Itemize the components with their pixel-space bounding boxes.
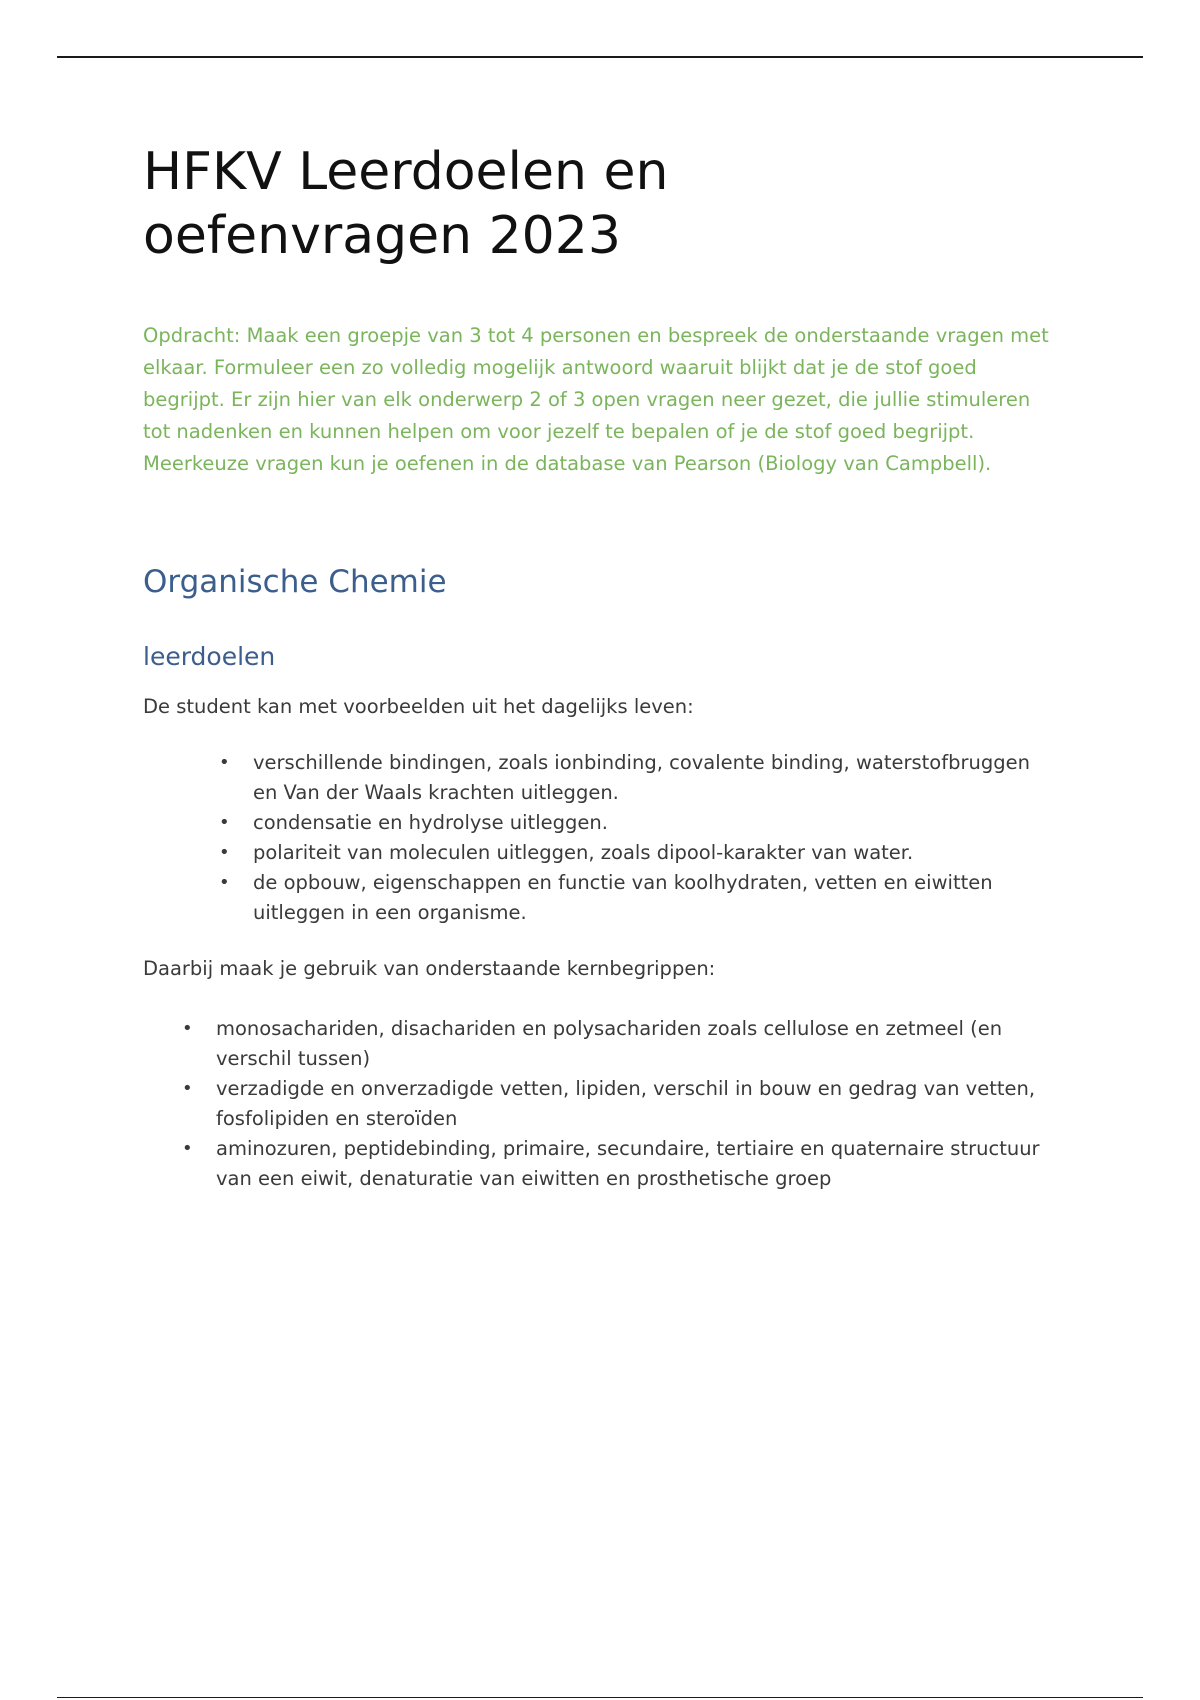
bullet-icon: • — [219, 842, 230, 863]
list-item — [219, 808, 1058, 838]
list-item — [182, 1074, 1058, 1134]
document-body — [143, 140, 1058, 1194]
key-concepts-list — [143, 1014, 1058, 1194]
goals-intro: De student kan met voorbeelden uit het dagelijks leven: — [143, 695, 694, 718]
section-heading-organische-chemie: Organische Chemie — [143, 564, 447, 600]
list-item — [182, 1134, 1058, 1194]
bullet-icon: • — [182, 1018, 193, 1039]
document-title: HFKV Leerdoelen en oefenvragen 2023 — [143, 142, 669, 266]
list-item-text: monosachariden, disachariden en polysachariden zoals cellulose en zetmeel (en verschil tussen) — [216, 1017, 1003, 1070]
subheading-leerdoelen: leerdoelen — [143, 642, 276, 671]
bullet-icon: • — [219, 752, 230, 773]
list-item-text: polariteit van moleculen uitleggen, zoals dipool-karakter van water. — [253, 841, 914, 864]
bullet-icon: • — [182, 1078, 193, 1099]
concepts-intro: Daarbij maak je gebruik van onderstaande kernbegrippen: — [143, 957, 716, 980]
assignment-instruction: Opdracht: Maak een groepje van 3 tot 4 personen en bespreek de onderstaande vragen met elkaar. Formuleer een zo volledig mogelijk antwoord waaruit blijkt dat je de stof goed begrijpt. Er zijn hier van elk onderwerp 2 of 3 open vragen neer gezet, die jullie stimuleren tot nadenken en kunnen helpen om voor jezelf te bepalen of je de stof goed begrijpt. Meerkeuze vragen kun je oefenen in de database van Pearson (Biology van Campbell). — [143, 324, 1049, 475]
list-item-text: aminozuren, peptidebinding, primaire, secundaire, tertiaire en quaternaire structuur van een eiwit, denaturatie van eiwitten en prosthetische groep — [216, 1137, 1040, 1190]
top-page-rule — [57, 56, 1143, 58]
bullet-icon: • — [219, 872, 230, 893]
bullet-icon: • — [219, 812, 230, 833]
list-item — [219, 868, 1058, 928]
list-item — [182, 1014, 1058, 1074]
list-item-text: de opbouw, eigenschappen en functie van koolhydraten, vetten en eiwitten uitleggen in een organisme. — [253, 871, 993, 924]
list-item-text: condensatie en hydrolyse uitleggen. — [253, 811, 608, 834]
list-item-text: verschillende bindingen, zoals ionbinding, covalente binding, waterstofbruggen en Van der Waals krachten uitleggen. — [253, 751, 1030, 804]
list-item — [219, 748, 1058, 808]
learning-goals-list — [143, 748, 1058, 928]
bullet-icon: • — [182, 1138, 193, 1159]
list-item — [219, 838, 1058, 868]
list-item-text: verzadigde en onverzadigde vetten, lipiden, verschil in bouw en gedrag van vetten, fosfolipiden en steroïden — [216, 1077, 1036, 1130]
bottom-page-rule — [57, 1697, 1143, 1698]
